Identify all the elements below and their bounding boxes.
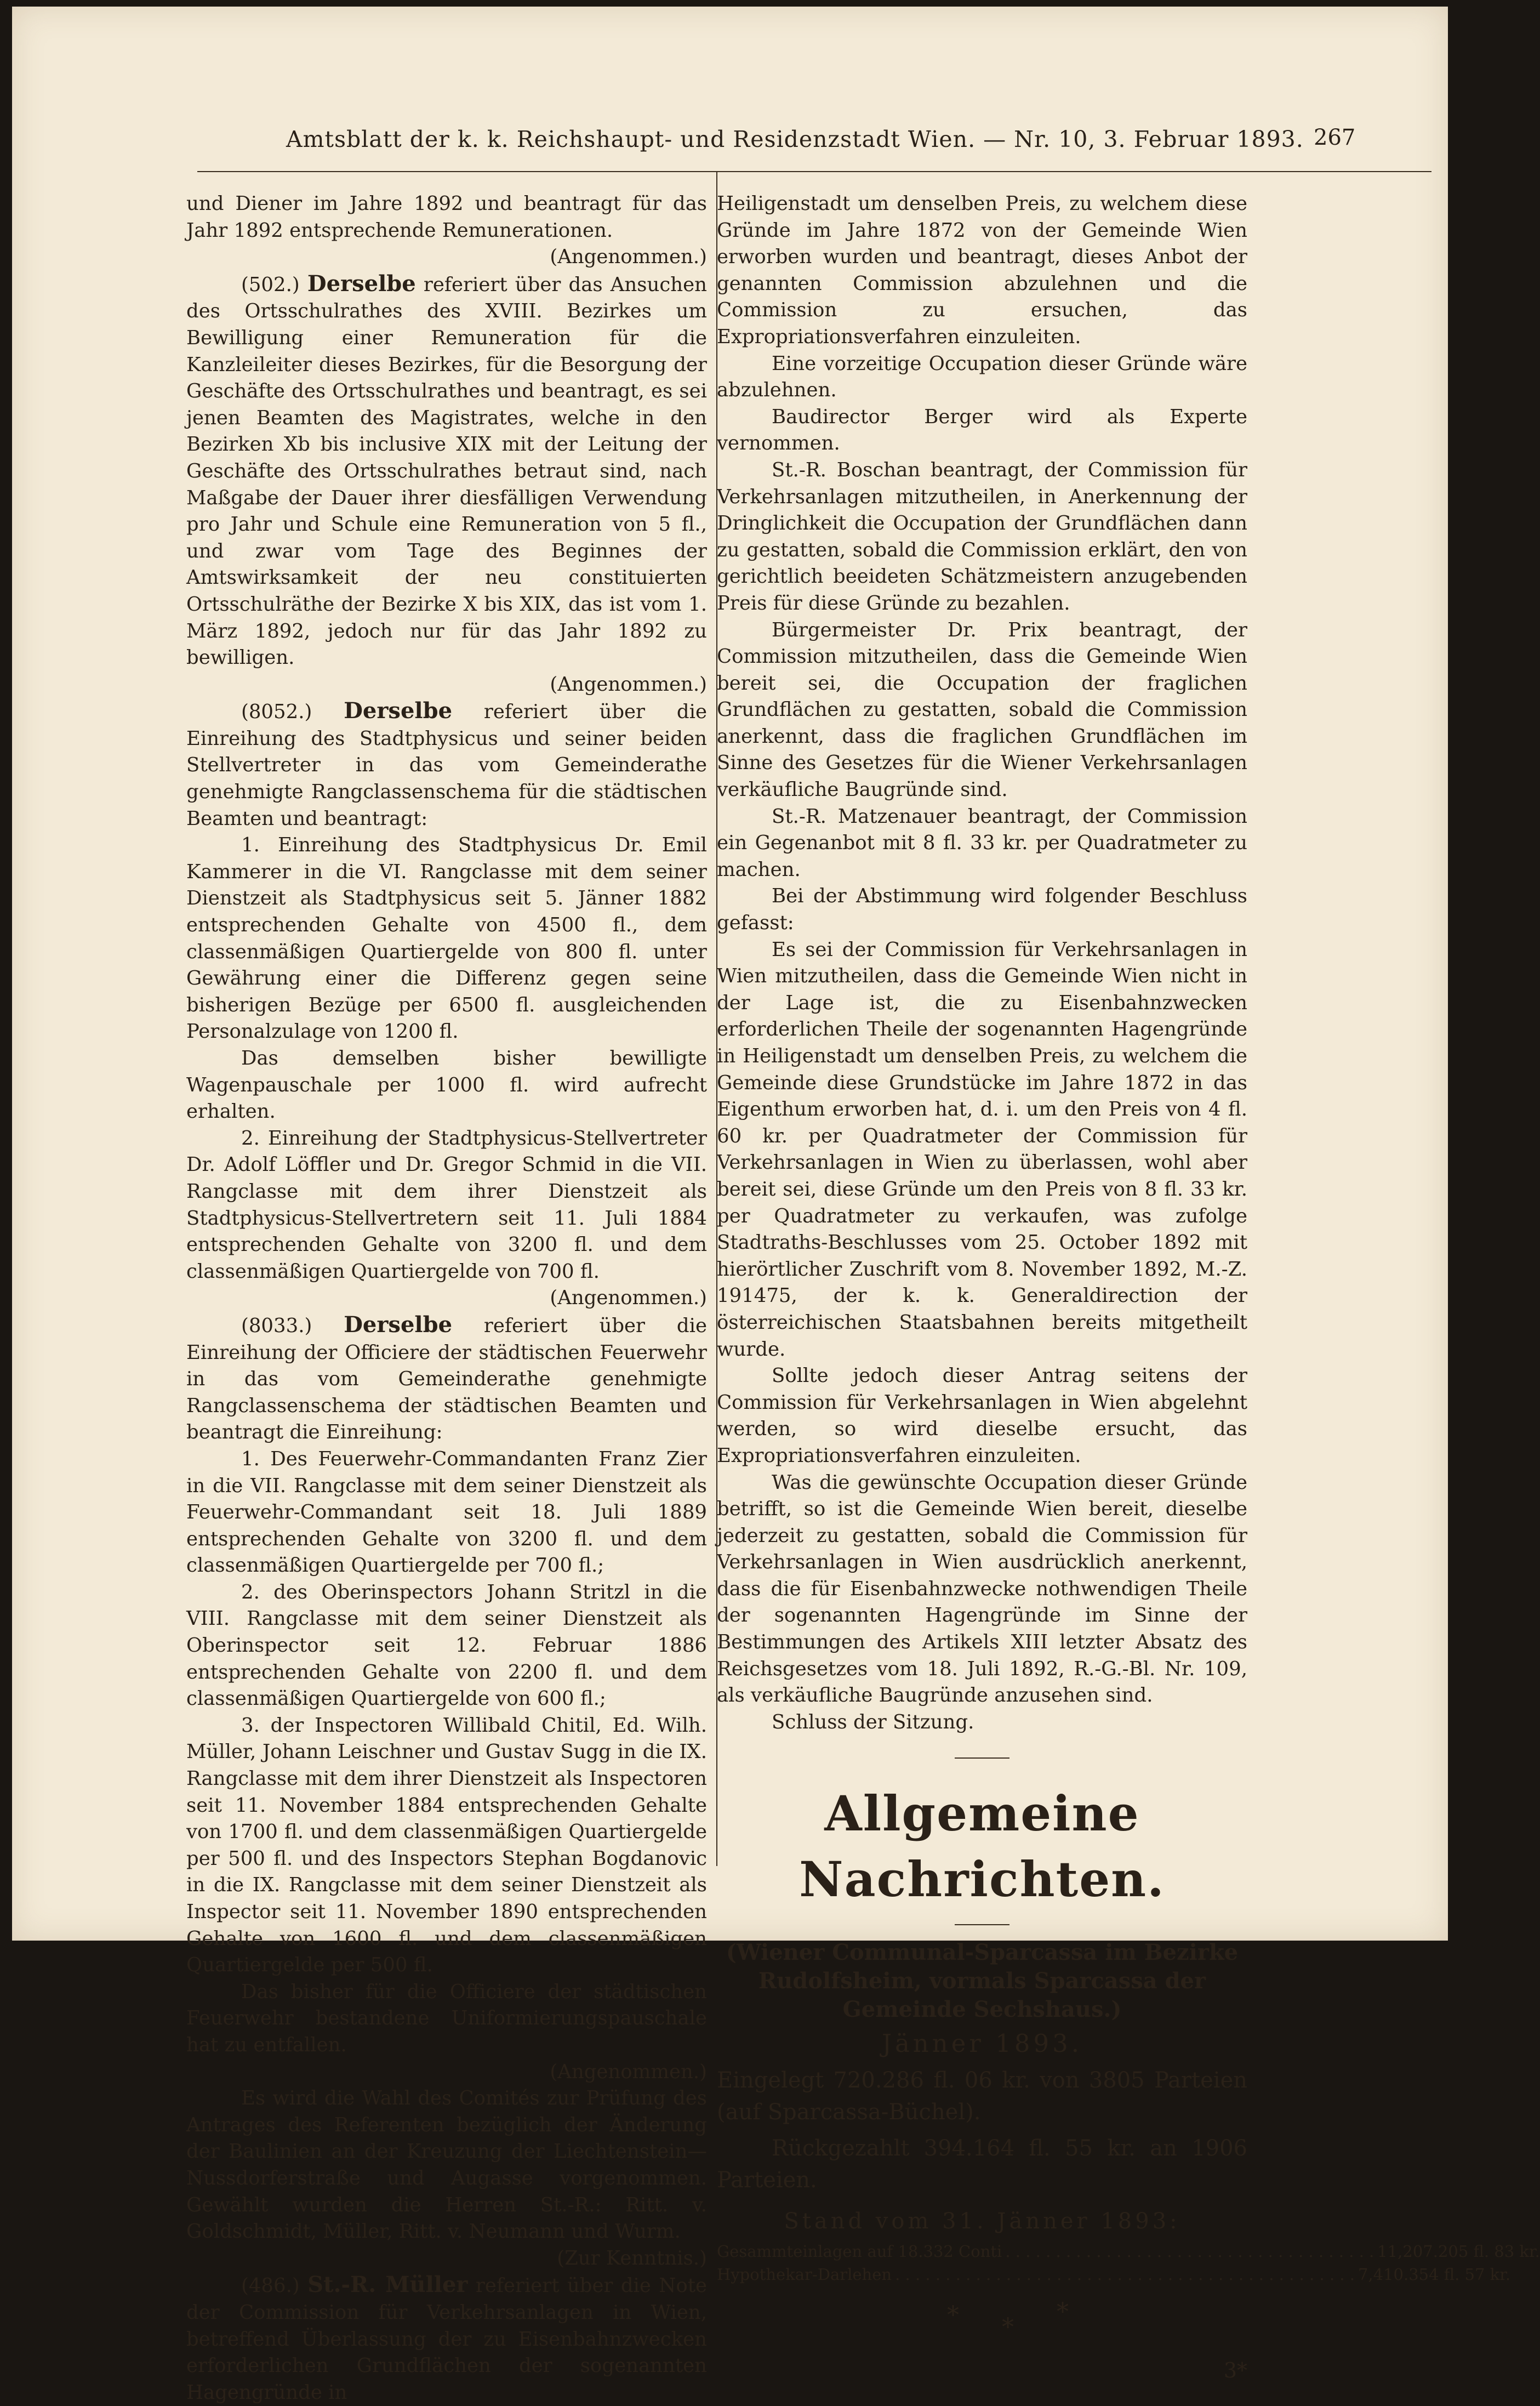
paragraph: Bürgermeister Dr. Prix beantragt, der Commission mitzutheilen, dass die Gemeinde Wien bereit sei, die Occupation der fraglichen Grundflächen zu gestatten, sobald die Commission anerkennt, dass die fraglichen Grundflächen im Sinne des Gesetzes für die Wiener Verkehrsanlagen verkäufliche Baugründe sind. (717, 618, 1247, 801)
deposits-line: Eingelegt 720.286 fl. 06 kr. von 3805 Parteien (auf Sparcassa-Büchel). (717, 2068, 1247, 2125)
paragraph (186, 1312, 707, 1446)
paragraph: Das demselben bisher bewilligte Wagenpauschale per 1000 fl. wird aufrecht erhalten. (186, 1047, 707, 1123)
balance-heading: Stand vom 31. Jänner 1893: (784, 2209, 1180, 2234)
balance-value: 7,410.354 fl. 57 kr. (1358, 2265, 1511, 2284)
paragraph: Es sei der Commission für Verkehrsanlagen in Wien mitzutheilen, dass die Gemeinde Wien nicht in der Lage ist, die zu Eisenbahnzwecken erforderlichen Theile der sogenannten Hagengründe in Heiligenstadt um denselben Preis, zu welchem die Gemeinde diese Grundstücke im Jahre 1872 in das Eigenthum erworben hat, d. i. um den Preis von 4 fl. 60 kr. per Quadratmeter der Commission für Verkehrsanlagen in Wien zu überlassen, wohl aber bereit sei, diese Gründe um den Preis von 8 fl. 33 kr. per Quadratmeter zu verkaufen, was zufolge Stadtraths-Beschlusses vom 25. October 1892 mit hierörtlicher Zuschrift vom 8. November 1892, M.-Z. 191475, der k. k. Generaldirection der österreichischen Staatsbahnen bereits mitgetheilt wurde. (717, 938, 1247, 1361)
page (12, 7, 1540, 2404)
asterisk: * (1057, 2298, 1069, 2327)
right-column (717, 191, 1540, 2384)
paragraph: Baudirector Berger wird als Experte vernommen. (717, 405, 1247, 455)
result-note: (Angenommen.) (550, 1287, 707, 1310)
asterisk: * (1002, 2313, 1014, 2342)
balance-value: 11,207.205 fl. 83 kr. (1377, 2242, 1540, 2261)
paragraph: und Diener im Jahre 1892 und beantragt für das Jahr 1892 entsprechende Remunerationen. (186, 192, 707, 242)
speaker-name: Derselbe (344, 698, 453, 724)
paragraph: Schluss der Sitzung. (772, 1710, 974, 1733)
left-column (186, 191, 707, 2406)
result-note: (Zur Kenntnis.) (557, 2246, 707, 2270)
speaker-name: Derselbe (344, 1311, 453, 1338)
asterisk: * (947, 2301, 959, 2330)
paragraph: St.-R. Matzenauer beantragt, der Commission ein Gegenanbot mit 8 fl. 33 kr. per Quadratmeter zu machen. (717, 805, 1247, 881)
ref-number: (486.) (241, 2274, 300, 2297)
result-note: (Angenommen.) (550, 673, 707, 696)
leader-dots: . . . . . . . . . . . . . . . . . . . . . . . . . . . . . . . . . . . . . . . . . . . . . . (895, 2265, 1355, 2284)
section-subtitle: (Wiener Communal-Sparcassa im Bezirke Rudolfsheim, vormals Sparcassa der Gemeinde Sechshaus.) (726, 1939, 1239, 2023)
repayments-line: Rückgezahlt 394.164 fl. 55 kr. an 1906 Parteien. (717, 2136, 1247, 2193)
result-note: (Angenommen.) (550, 2060, 707, 2083)
balance-row (717, 2240, 1540, 2263)
running-header: Amtsblatt der k. k. Reichshaupt- und Residenzstadt Wien. — Nr. 10, 3. Februar 1893. (286, 126, 1304, 152)
paragraph (186, 2272, 707, 2406)
result-note: (Angenommen.) (550, 246, 707, 269)
header-rule (197, 171, 1431, 172)
paragraph: Heiligenstadt um denselben Preis, zu welchem diese Gründe im Jahre 1872 von der Gemeinde Wien erworben wurden und beantragt, dieses Anbot der genannten Commission abzulehnen und die Commission zu ersuchen, das Expropriationsverfahren einzuleiten. (717, 192, 1247, 348)
paragraph (186, 271, 707, 672)
paragraph-text: referiert über die Einreihung der Officiere der städtischen Feuerwehr in das vom Gemeinderathe genehmigte Rangclassenschema der städtischen Beamten und beantragt die Einreihung: (186, 1314, 707, 1444)
leader-dots: . . . . . . . . . . . . . . . . . . . . . . . . . . . . . . . . . . . . . (1005, 2242, 1374, 2261)
speaker-name: Derselbe (307, 270, 416, 297)
ref-number: (8033.) (241, 1314, 312, 1337)
paragraph: 2. des Oberinspectors Johann Stritzl in die VIII. Rangclasse mit dem seiner Dienstzeit als Oberinspector seit 12. Februar 1886 entsprechenden Gehalte von 2200 fl. und dem classenmäßigen Quartiergelde von 600 fl.; (186, 1580, 707, 1710)
paragraph: St.-R. Boschan beantragt, der Commission für Verkehrsanlagen mitzutheilen, in Anerkennung der Dringlichkeit die Occupation der Grundflächen dann zu gestatten, sobald die Commission erklärt, den von gerichtlich beeideten Schätzmeistern anzugebenden Preis für diese Gründe zu bezahlen. (717, 458, 1247, 615)
balance-row (717, 2263, 1511, 2286)
ref-number: (502.) (241, 273, 300, 296)
section-title: Allgemeine Nachrichten. (799, 1785, 1165, 1908)
paragraph: 1. Des Feuerwehr-Commandanten Franz Zier in die VII. Rangclasse mit dem seiner Dienstzeit als Feuerwehr-Commandant seit 18. Juli 1889 entsprechenden Gehalte von 3200 fl. und dem classenmäßigen Quartiergelde per 700 fl.; (186, 1447, 707, 1577)
paragraph: Sollte jedoch dieser Antrag seitens der Commission für Verkehrsanlagen in Wien abgelehnt werden, so wird dieselbe ersucht, das Expropriationsverfahren einzuleiten. (717, 1364, 1247, 1467)
paragraph (186, 698, 707, 832)
paragraph: 3. der Inspectoren Willibald Chitil, Ed. Wilh. Müller, Johann Leischner und Gustav Sugg in die IX. Rangclasse mit dem ihrer Dienstzeit als Inspectoren seit 11. November 1884 entsprechenden Gehalte von 1700 fl. und dem classenmäßigen Quartiergelde per 500 fl. und des Inspectors Stephan Bogdanovic in die IX. Rangclasse mit dem seiner Dienstzeit als Inspector seit 11. November 1890 entsprechenden Gehalte von 1600 fl. und dem classenmäßigen Quartiergelde per 500 fl. (186, 1714, 707, 1977)
paragraph-text: referiert über das Ansuchen des Ortsschulrathes des XVIII. Bezirkes um Bewilligung einer Remuneration für die Kanzleileiter dieses Bezirkes, für die Besorgung der Geschäfte des Ortsschulrathes und beantragt, es sei jenen Beamten des Magistrates, welche in den Bezirken Xb bis inclusive XIX mit der Leitung der Geschäfte des Ortsschulrathes betraut sind, nach Maßgabe der Dauer ihrer diesfälligen Verwendung pro Jahr und Schule eine Remuneration von 5 fl., und zwar vom Tage des Beginnes der Amtswirksamkeit der neu constituierten Ortsschulräthe der Bezirke X bis XIX, das ist vom 1. März 1892, jedoch nur für das Jahr 1892 zu bewilligen. (186, 273, 707, 669)
paragraph: Bei der Abstimmung wird folgender Beschluss gefasst: (717, 885, 1247, 935)
paragraph-text: referiert über die Note der Commission für Verkehrsanlagen in Wien, betreffend Überlassung der zu Eisenbahnzwecken erforderlichen Grundflächen der sogenannten Hagengründe in (186, 2274, 707, 2404)
report-month: Jänner 1893. (881, 2029, 1083, 2058)
paragraph: Das bisher für die Officiere der städtischen Feuerwehr bestandene Uniformierungspauschale hat zu entfallen. (186, 1980, 707, 2056)
ref-number: (8052.) (241, 701, 312, 724)
paragraph: Eine vorzeitige Occupation dieser Gründe wäre abzulehnen. (717, 352, 1247, 402)
balance-label: Hypothekar-Darlehen (717, 2265, 892, 2284)
page-number: 267 (1314, 125, 1356, 150)
asterism (717, 2286, 1247, 2341)
paragraph-text: referiert über die Einreihung des Stadtphysicus und seiner beiden Stellvertreter in das vom Gemeinderathe genehmigte Rangclassenschema für die städtischen Beamten und beantragt: (186, 701, 707, 830)
paragraph: 1. Einreihung des Stadtphysicus Dr. Emil Kammerer in die VI. Rangclasse mit dem seiner Dienstzeit als Stadtphysicus seit 5. Jänner 1882 entsprechenden Gehalte von 4500 fl., dem classenmäßigen Quartiergelde von 800 fl. unter Gewährung einer die Differenz gegen seine bisherigen Bezüge per 6500 fl. ausgleichenden Personalzulage von 1200 fl. (186, 834, 707, 1043)
paragraph: Was die gewünschte Occupation dieser Gründe betrifft, so ist die Gemeinde Wien bereit, dieselbe jederzeit zu gestatten, sobald die Commission für Verkehrsanlagen in Wien ausdrücklich anerkennt, dass die für Eisenbahnzwecke nothwendigen Theile der sogenannten Hagengründe im Sinne der Bestimmungen des Artikels XIII letzter Absatz des Reichsgesetzes vom 18. Juli 1892, R.-G.-Bl. Nr. 109, als verkäufliche Baugründe anzusehen sind. (717, 1471, 1247, 1707)
balance-label: Gesammteinlagen auf 18.332 Conti (717, 2242, 1002, 2261)
sheet-signature: 3* (1223, 2358, 1247, 2383)
paragraph: Es wird die Wahl des Comités zur Prüfung des Antrages des Referenten bezüglich der Änderung der Baulinien an der Kreuzung der Liechtenstein—Nussdorferstraße und Augasse vorgenommen. Gewählt wurden die Herren St.-R.: Ritt. v. Goldschmidt, Müller, Ritt. v. Neumann und Wurm. (186, 2087, 707, 2243)
speaker-name: St.-R. Müller (307, 2272, 468, 2298)
paragraph: 2. Einreihung der Stadtphysicus-Stellvertreter Dr. Adolf Löffler und Dr. Gregor Schmid in die VII. Rangclasse mit dem ihrer Dienstzeit als Stadtphysicus-Stellvertretern seit 11. Juli 1884 entsprechenden Gehalte von 3200 fl. und dem classenmäßigen Quartiergelde von 700 fl. (186, 1127, 707, 1283)
